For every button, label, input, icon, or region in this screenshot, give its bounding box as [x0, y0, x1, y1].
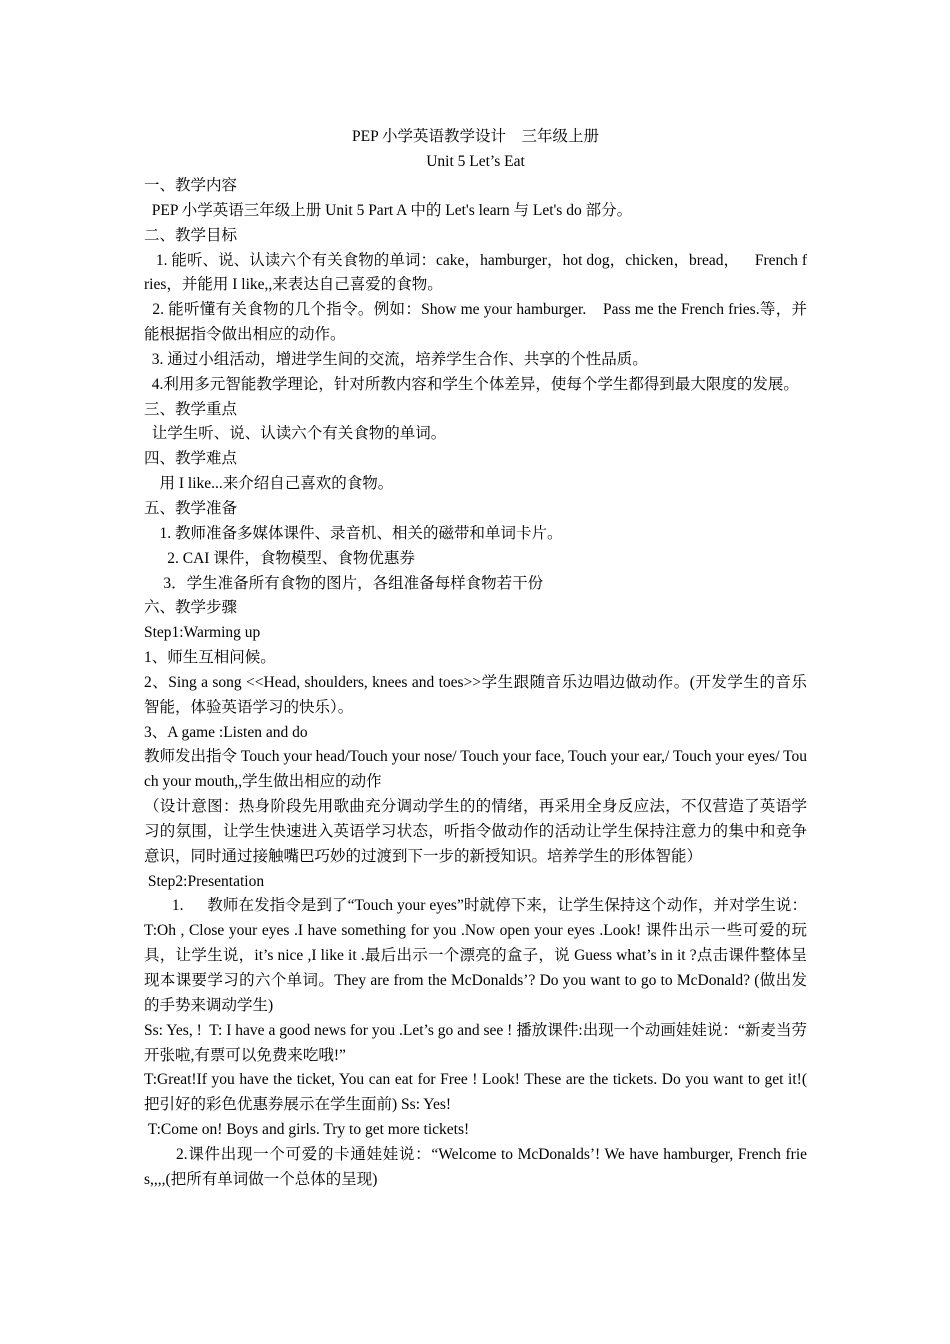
- section-heading-content: 一、教学内容: [144, 177, 238, 194]
- paragraph: 教师发出指令 Touch your head/Touch your nose/ Touch your face, Touch your ear,/ Touch your eyes/ Touch your mouth,,学生做出相应的动作: [144, 748, 807, 791]
- section-heading-steps: 六、教学步骤: [144, 599, 238, 617]
- paragraph: 1. 教师在发指令是到了“Touch your eyes”时就停下来，让学生保持这个动作，并对学生说： T:Oh , Close your eyes .I have something for you .Now open your eyes .Look! 课件出示一些可爱的玩具，让学生说，it’s nice ,I like it .最后出示一个漂亮的盒子，说 Guess what’s in it ?点击课件整体呈现本课要学习的六个单词。They are from the McDonalds’? Do you want to go to McDonald? (做出发的手势来调动学生): [144, 897, 819, 1014]
- section-heading-preparation: 五、教学准备: [144, 499, 238, 517]
- paragraph: 2. CAI 课件，食物模型、食物优惠券: [144, 549, 415, 567]
- document-body: [144, 174, 819, 1193]
- section-heading-key-points: 三、教学重点: [144, 400, 238, 418]
- step-heading: Step1:Warming up: [144, 624, 261, 642]
- paragraph: 3、A game :Listen and do: [144, 723, 308, 741]
- paragraph: 1. 教师准备多媒体课件、录音机、相关的磁带和单词卡片。: [144, 524, 563, 542]
- paragraph: 2.课件出现一个可爱的卡通娃娃说：“Welcome to McDonalds’! We have hamburger, French fries,,,,(把所有单词做一个总体的呈现): [144, 1145, 808, 1188]
- paragraph: （设计意图：热身阶段先用歌曲充分调动学生的的情绪，再采用全身反应法，不仅营造了英语学习的氛围，让学生快速进入英语学习状态，听指令做动作的活动让学生保持注意力的集中和竞争意识，同时通过接触嘴巴巧妙的过渡到下一步的新授知识。培养学生的形体智能）: [144, 798, 807, 865]
- section-heading-difficulties: 四、教学难点: [144, 450, 238, 468]
- paragraph: PEP 小学英语三年级上册 Unit 5 Part A 中的 Let's learn 与 Let's do 部分。: [144, 201, 633, 219]
- paragraph: 2. 能听懂有关食物的几个指令。例如：Show me your hamburger. Pass me the French fries.等，并能根据指令做出相应的动作。: [144, 301, 808, 344]
- paragraph: 用 I like...来介绍自己喜欢的食物。: [144, 475, 394, 493]
- paragraph: 1. 能听、说、认读六个有关食物的单词：cake，hamburger，hot dog，chicken，bread， French fries，并能用 I like,,来表达自己喜爱的食物。: [144, 251, 808, 294]
- paragraph: T:Great!If you have the ticket, You can eat for Free ! Look! These are the tickets. Do you want to get it!( 把引好的彩色优惠券展示在学生面前) Ss: Yes!: [144, 1071, 811, 1114]
- paragraph: 让学生听、说、认读六个有关食物的单词。: [144, 425, 447, 443]
- paragraph: 1、师生互相问候。: [144, 649, 276, 667]
- paragraph: Ss: Yes, ! T: I have a good news for you .Let’s go and see ! 播放课件:出现一个动画娃娃说：“新麦当劳开张啦,有票可以免费来吃哦!”: [144, 1021, 807, 1064]
- document-subtitle: Unit 5 Let’s Eat: [426, 153, 525, 170]
- paragraph: T:Come on! Boys and girls. Try to get more tickets!: [144, 1121, 470, 1139]
- paragraph: 3. 通过小组活动，增进学生间的交流，培养学生合作、共享的个性品质。: [144, 350, 648, 368]
- step-heading: Step2:Presentation: [144, 872, 265, 890]
- paragraph: 2、Sing a song <<Head, shoulders, knees and toes>>学生跟随音乐边唱边做动作。(开发学生的音乐智能，体验英语学习的快乐）。: [144, 673, 807, 716]
- paragraph: 3．学生准备所有食物的图片，各组准备每样食物若干份: [144, 574, 544, 592]
- document-title: PEP 小学英语教学设计 三年级上册: [351, 128, 599, 145]
- section-heading-objectives: 二、教学目标: [144, 226, 238, 244]
- paragraph: 4.利用多元智能教学理论，针对所教内容和学生个体差异，使每个学生都得到最大限度的发展。: [144, 375, 799, 393]
